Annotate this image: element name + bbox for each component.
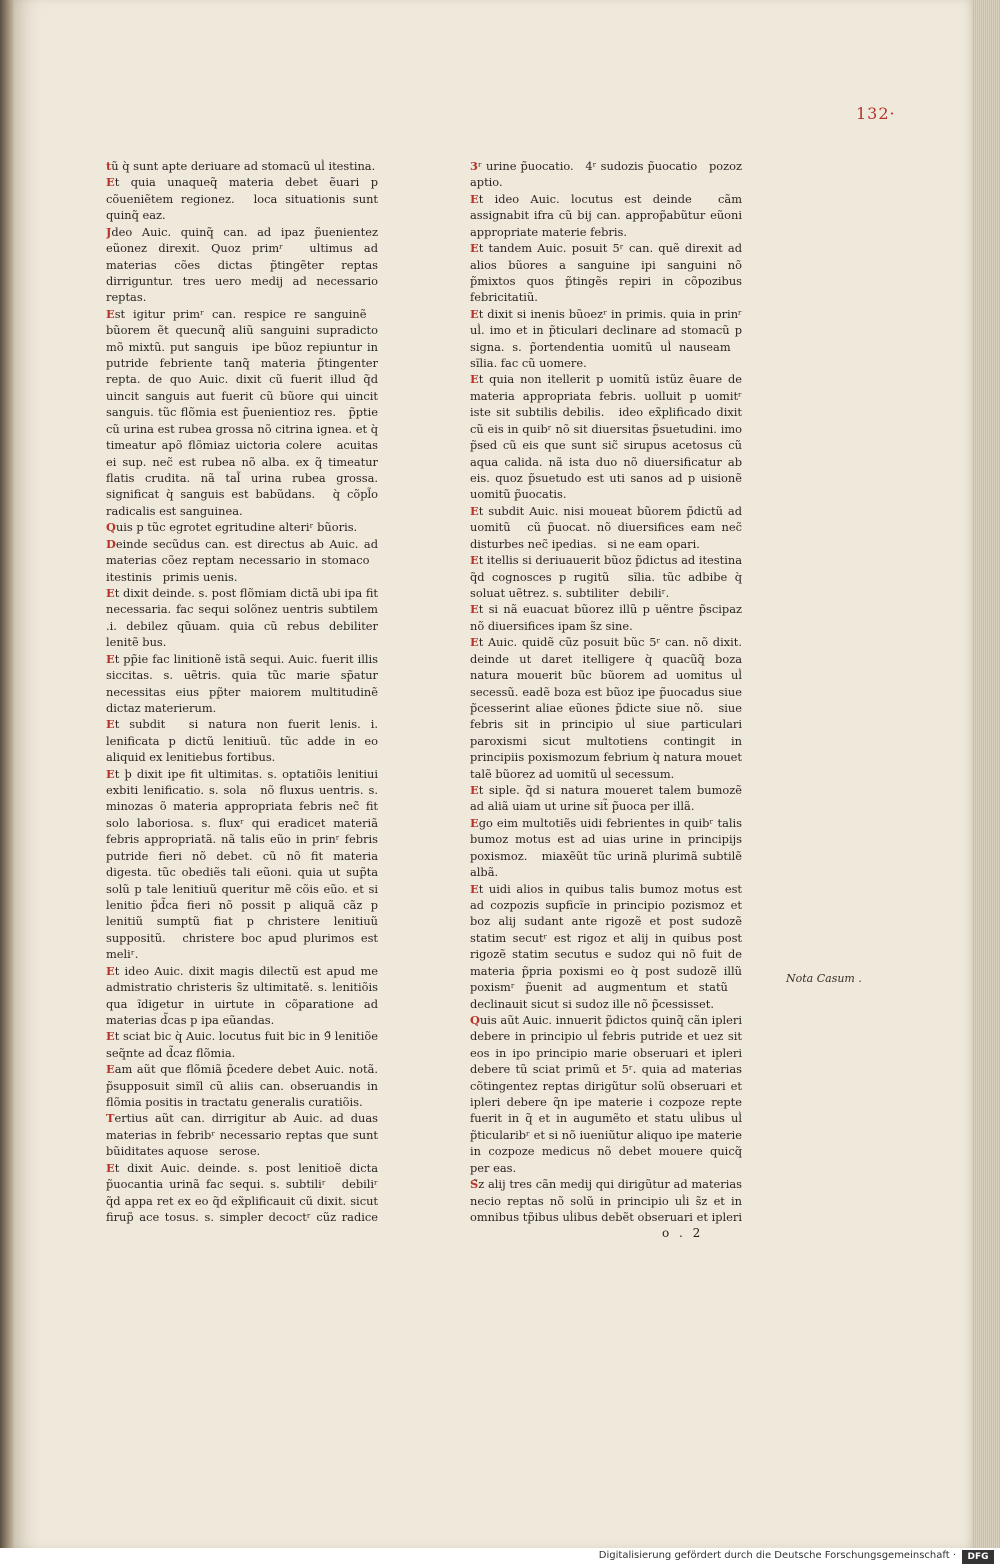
rubricated-initial: E bbox=[470, 241, 479, 256]
paragraph: tũ q̀ sunt apte deriuare ad stomacũ ul̀ itestina. bbox=[106, 159, 376, 173]
paragraph: Quis p tũc egrotet egritudine alteriʳ bũoris. bbox=[106, 520, 358, 535]
rubricated-initial: t bbox=[106, 159, 112, 173]
digitization-footer bbox=[0, 1548, 1000, 1566]
paragraph: Et ideo Auic. dixit magis dilectũ est apud me admistratio christeris s̃z ultimitatẽ. s. lenitiõis qua ĩdigetur in uirtute in cõparatione ad materias d̃cas p ipa eũandas. bbox=[106, 963, 378, 1027]
paragraph: 3ʳ urine p̃uocatio. 4ʳ sudozis p̃uocatio pozoz aptio. bbox=[470, 159, 742, 190]
rubricated-initial: E bbox=[106, 651, 115, 666]
rubricated-initial: E bbox=[106, 717, 115, 732]
paragraph: Et quia unaqueq̃ materia debet ẽuari p cõueniẽtem regionez. loca situationis sunt quinq̃ eaz. bbox=[106, 175, 378, 223]
rubricated-initial: E bbox=[106, 306, 115, 321]
paragraph: Et Auic. quidẽ cũz posuit bũc 5ʳ can. nõ dixit. deinde ut daret itelligere q̀ quacũq̃ boza natura mouerit bũc bũorem ad uomitus ul̀ secessũ. eadẽ boza est bũoz ipe p̃uocadus siue p̃cesserint aliae eũones p̃dicte siue nõ. siue febris sit in principio ul̀ siue particulari paroxismi sicut multotiens contingit in principiis poxismozum febrium q̀ natura mouet talẽ bũorez ad uomitũ ul̀ secessum. bbox=[470, 635, 742, 781]
text-column-left bbox=[106, 158, 378, 1226]
paragraph: Et þ dixit ipe fit ultimitas. s. optatiõis lenitiui exbiti lenificatio. s. sola nõ fluxus uentris. s. minozas õ materia appropriata febris nec̃ fit solo laboriosa. s. fluxʳ qui eradicet materiã febris appropriatã. nã talis eũo in prinʳ febris putride fieri nõ debet. cũ nõ fit materia digesta. tũc obediẽs tali eũoni. quia ut sup̃ta solũ p tale lenitiuũ queritur mẽ cõis eũo. et si lenitio p̃d̃ca fieri nõ possit p aliquã cãz p lenitiũ sumptũ fiat p christere lenitiuũ suppositũ. christere boc apud plurimos est meliʳ. bbox=[106, 766, 378, 962]
marginal-note: Nota Casum . bbox=[786, 972, 862, 985]
paragraph: Et uidi alios in quibus talis bumoz motus est ad cozpozis supficĩe in principio pozismoz et boz alij sudant ante rigozẽ et post sudozẽ statim secutʳ est rigoz et alij in quibus post rigozẽ statim secutus e sudoz qui nõ fuit de materia p̃pria poxismi eo q̀ post sudozẽ illũ poxismʳ p̃uenit ad augmentum et statũ declinauit sicut si sudoz ille nõ p̃cessisset. bbox=[470, 881, 742, 1011]
rubricated-initial: E bbox=[470, 553, 479, 568]
paragraph: Quis aũt Auic. innuerit p̃dictos quinq̃ cãn ipleri debere in principio ul̀ febris putride et uez sit eos in ipo principio marie obseruari et ipleri debere tũ sciat primũ et 5ʳ. quia ad materias cõtingentez reptas dirigũtur solũ obseruari et ipleri debere q̃n ipe materie i cozpoze repte fuerit in q̃ et in augumẽto et statu ul̀ibus ul̀ p̃ticularibʳ et si nõ iueniũtur aliquo ipe materie in cozpoze medicus nõ debet mouere quicq̃ per eas. bbox=[470, 1012, 742, 1175]
folio-number: 132· bbox=[856, 104, 896, 123]
paragraph: Et siple. q̃d si natura moueret talem bumozẽ ad aliã uiam ut urine sit̃ p̃uoca per illã. bbox=[470, 783, 742, 814]
rubricated-initial: E bbox=[106, 1062, 115, 1077]
dfg-logo: DFG bbox=[962, 1550, 994, 1564]
rubricated-initial: E bbox=[470, 191, 479, 206]
rubricated-initial: Q bbox=[106, 520, 116, 535]
paragraph: Est igitur primʳ can. respice re sanguinẽ bũorem ẽt quecunq̃ aliũ sanguini supradicto mõ mixtũ. put sanguis ipe bũoz repiuntur in putride febriente tanq̃ materia p̃tingenter repta. de quo Auic. dixit cũ fuerit illud q̃d uincit sanguis aut fuerit cũ bũore qui uincit sanguis. tũc flõmia est p̃uenientioz res. p̃ptie cũ urina est rubea grossa nõ citrina ignea. et q̀ timeatur apõ flõmiaz uictoria colere acuitas ei sup. nec̃ est rubea nõ alba. ex q̃ timeatur flatis crudita. nã tal̃ urina rubea grossa. significat q̀ sanguis est babũdans. q̀ cõpl̃o radicalis est sanguinea. bbox=[106, 306, 378, 518]
paragraph: Deinde secũdus can. est directus ab Auic. ad materias cõez reptam necessario in stomaco itestinis primis uenis. bbox=[106, 536, 378, 584]
paragraph: Et itellis si deriuauerit bũoz p̃dictus ad itestina q̃d cognosces p rugitũ sĩlia. tũc adbibe q̀ soluat uẽtrez. s. subtiliter debiliʳ. bbox=[470, 553, 742, 600]
paragraph: Jdeo Auic. quinq̃ can. ad ipaz p̃uenientez eũonez direxit. Quoz primʳ ultimus ad materias cões dictas p̃tingẽter reptas dirriguntur. tres uero medij ad necessario reptas. bbox=[106, 224, 378, 305]
paragraph: Et pp̃ie fac linitionẽ istã sequi. Auic. fuerit illis siccitas. s. uẽtris. quia tũc marie sp̃atur necessitas eius pp̃ter maiorem multitudinẽ dictaz materierum. bbox=[106, 651, 378, 715]
rubricated-initial: E bbox=[106, 175, 115, 190]
paragraph: Et ideo Auic. locutus est deinde cãm assignabit ifra cũ bij can. approp̃abũtur eũoni appropriate materie febris. bbox=[470, 191, 742, 239]
rubricated-initial: D bbox=[106, 536, 116, 551]
rubricated-initial: E bbox=[470, 602, 479, 617]
signature-mark: o . 2 bbox=[662, 1226, 704, 1240]
rubricated-initial: E bbox=[470, 815, 479, 830]
paragraph: Tertius aũt can. dirrigitur ab Auic. ad duas materias in febribʳ necessario reptas que sunt bũiditates aquose serose. bbox=[106, 1111, 378, 1159]
paragraph: Et si nã euacuat bũorez illũ p uẽntre p̃scipaz nõ diuersifices ipam s̃z sine. bbox=[470, 602, 742, 633]
rubricated-initial: 3 bbox=[470, 159, 478, 173]
rubricated-initial: S bbox=[470, 1177, 479, 1192]
rubricated-initial: E bbox=[106, 1029, 115, 1044]
text-column-right bbox=[470, 158, 742, 1226]
rubricated-initial: E bbox=[470, 635, 479, 650]
rubricated-initial: E bbox=[106, 963, 115, 978]
page-stack-edge bbox=[972, 0, 1000, 1548]
paragraph: Et quia non itellerit p uomitũ istũz ẽuare de materia appropriata febris. uolluit p uomitʳ iste sit subtilis debilis. ideo ex̃plificado dixit cũ eis in quibʳ nõ sit diuersitas p̃suetudini. imo p̃sed cũ eis que sunt sic̃ sirupus acetosus cũ aqua calida. nã ista duo nõ diuersificatur ab eis. quoz p̃suetudo est uti sanos ad p uisionẽ uomitũ p̃uocatis. bbox=[470, 372, 742, 502]
paragraph: Et tandem Auic. posuit 5ʳ can. quẽ direxit ad alios bũores a sanguine ipi sanguini nõ p̃mixtos quos p̃tingẽs repiri in cõpozibus febricitatiũ. bbox=[470, 241, 742, 305]
rubricated-initial: J bbox=[106, 224, 112, 239]
paragraph: Et dixit deinde. s. post flõmiam dictã ubi ipa fit necessaria. fac sequi solõnez uentris subtilem .i. debilez qũuam. quia cũ rebus debiliter lenitẽ bus. bbox=[106, 585, 378, 650]
rubricated-initial: E bbox=[470, 783, 479, 798]
funding-credit: Digitalisierung gefördert durch die Deutsche Forschungsgemeinschaft · bbox=[598, 1550, 956, 1561]
rubricated-initial: E bbox=[106, 766, 115, 781]
rubricated-initial: E bbox=[470, 372, 479, 387]
paragraph: Et subdit si natura non fuerit lenis. i. lenificata p dictũ lenitiuũ. tũc adde in eo aliquid ex lenitiebus fortibus. bbox=[106, 717, 378, 765]
rubricated-initial: E bbox=[470, 306, 479, 321]
paragraph: Et subdit Auic. nisi moueat bũorem p̃dictũ ad uomitũ cũ p̃uocat. nõ diuersifices eam nec̃ disturbes nec̃ ipedias. si ne eam opari. bbox=[470, 503, 742, 551]
rubricated-initial: E bbox=[470, 503, 479, 518]
rubricated-initial: E bbox=[106, 585, 115, 600]
rubricated-initial: T bbox=[106, 1111, 115, 1126]
paragraph: Ego eim multotiẽs uidi febrientes in quibʳ talis bumoz motus est ad uias urine in principijs poxismoz. miaxẽũt tũc urinã plurimã subtilẽ albã. bbox=[470, 815, 742, 880]
paragraph: Eam aũt que flõmiã p̃cedere debet Auic. notã. p̃supposuit simĩl cũ aliis can. obseruandis in flõmia positis in tractatu generalis curatiõis. bbox=[106, 1062, 378, 1110]
paragraph: S̃z alij tres cãn medij qui dirigũtur ad materias necio reptas nõ solũ in principio ul̀i s̃z et in omnibus tp̃ibus ul̀ibus debẽt obseruari et ipleri bbox=[470, 1177, 742, 1224]
rubricated-initial: E bbox=[106, 1160, 115, 1175]
paragraph: Et dixit si inenis bũoezʳ in primis. quia in prinʳ ul̀. imo et in p̃ticulari declinare ad stomacũ p signa. s. p̃ortendentia uomitũ ul̀ nauseam sĩlia. fac cũ uomere. bbox=[470, 306, 742, 371]
rubricated-initial: Q bbox=[470, 1012, 480, 1027]
paragraph: Et dixit Auic. deinde. s. post lenitioẽ dicta p̃uocantia urinã fac sequi. s. subtiliʳ debiliʳ q̃d appa ret ex eo q̃d ex̃plificauit cũ dixit. sicut firup̃ ace tosus. s. simpler decoctʳ cũz radice bbox=[106, 1160, 378, 1224]
rubricated-initial: E bbox=[470, 881, 479, 896]
paragraph: Et sciat bic q̀ Auic. locutus fuit bic in 9̃ lenitiõe seq̃nte ad d̃caz flõmia. bbox=[106, 1029, 378, 1060]
